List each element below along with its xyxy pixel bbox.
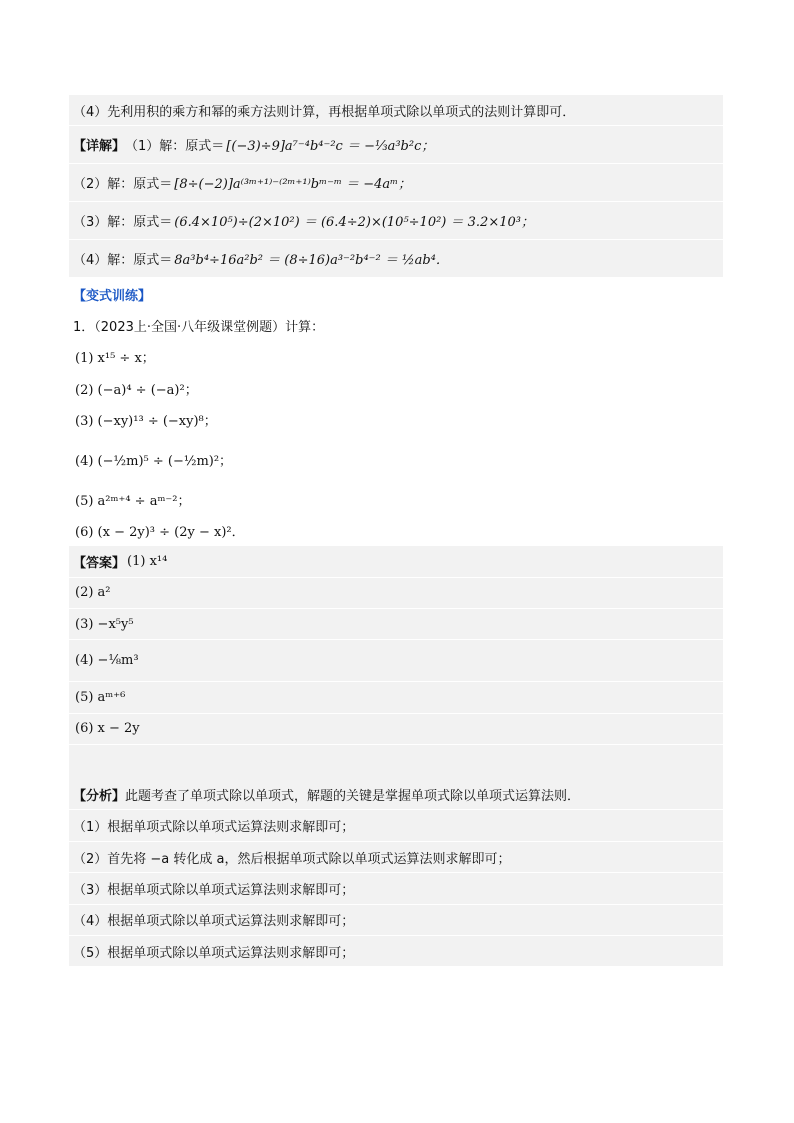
analysis-item: （1）根据单项式除以单项式运算法则求解即可； xyxy=(69,810,723,841)
detail-line-1: 【详解】 （1）解：原式＝ [(−3)÷9]a⁷⁻⁴b⁴⁻²c ＝ −⅓a³b²c； xyxy=(69,126,723,164)
analysis-item: （2）首先将 −a 转化成 a，然后根据单项式除以单项式运算法则求解即可； xyxy=(69,842,723,873)
answer-item: (2) a² xyxy=(69,578,723,609)
solution-block xyxy=(69,95,723,278)
analysis-item: （4）根据单项式除以单项式运算法则求解即可； xyxy=(69,905,723,936)
detail-line-2: （2）解：原式＝ [8÷(−2)]a⁽³ᵐ⁺¹⁾⁻⁽²ᵐ⁺¹⁾bᵐ⁻ᵐ ＝ −4aᵐ； xyxy=(69,164,723,202)
answer-spacer xyxy=(69,745,723,779)
variant-item: (6) (x − 2y)³ ÷ (2y − x)²． xyxy=(75,524,245,540)
analysis-item-4: （4）先利用积的乘方和幂的乘方法则计算，再根据单项式除以单项式的法则计算即可． xyxy=(69,95,723,126)
answer-item: (6) x − 2y xyxy=(69,714,723,745)
variant-section xyxy=(69,278,723,546)
answer-item: (4) −⅛m³ xyxy=(69,640,723,682)
analysis-intro: 【分析】 此题考查了单项式除以单项式，解题的关键是掌握单项式除以单项式运算法则． xyxy=(69,779,723,810)
answer-item: 【答案】 (1) x¹⁴ xyxy=(69,546,723,577)
analysis-item: （5）根据单项式除以单项式运算法则求解即可； xyxy=(69,936,723,967)
variant-item: (2) (−a)⁴ ÷ (−a)²； xyxy=(75,382,198,398)
detail-line-3: （3）解：原式＝ (6.4×10⁵)÷(2×10²) ＝ (6.4÷2)×(10⁵÷10²) ＝ 3.2×10³； xyxy=(69,202,723,240)
answer-item: (3) −x⁵y⁵ xyxy=(69,609,723,640)
variant-item: (4) (−½m)⁵ ÷ (−½m)²； xyxy=(75,453,233,469)
document-page xyxy=(69,95,723,967)
variant-heading: 【变式训练】 xyxy=(73,288,152,304)
answer-label: 【答案】 xyxy=(73,555,126,571)
detail-label: 【详解】 xyxy=(73,139,126,155)
variant-item: (5) a²ᵐ⁺⁴ ÷ aᵐ⁻²； xyxy=(75,493,191,509)
detail-line-4: （4）解：原式＝ 8a³b⁴÷16a²b² ＝ (8÷16)a³⁻²b⁴⁻² ＝ ½ab⁴． xyxy=(69,240,723,278)
answer-item: (5) aᵐ⁺⁶ xyxy=(69,682,723,713)
analysis-item: （3）根据单项式除以单项式运算法则求解即可； xyxy=(69,873,723,904)
variant-question: 1．（2023上·全国·八年级课堂例题）计算： xyxy=(73,319,325,335)
analysis-label: 【分析】 xyxy=(73,788,126,804)
answer-block xyxy=(69,546,723,967)
variant-item: (3) (−xy)¹³ ÷ (−xy)⁸； xyxy=(75,414,217,430)
variant-item: (1) x¹⁵ ÷ x； xyxy=(75,351,155,367)
